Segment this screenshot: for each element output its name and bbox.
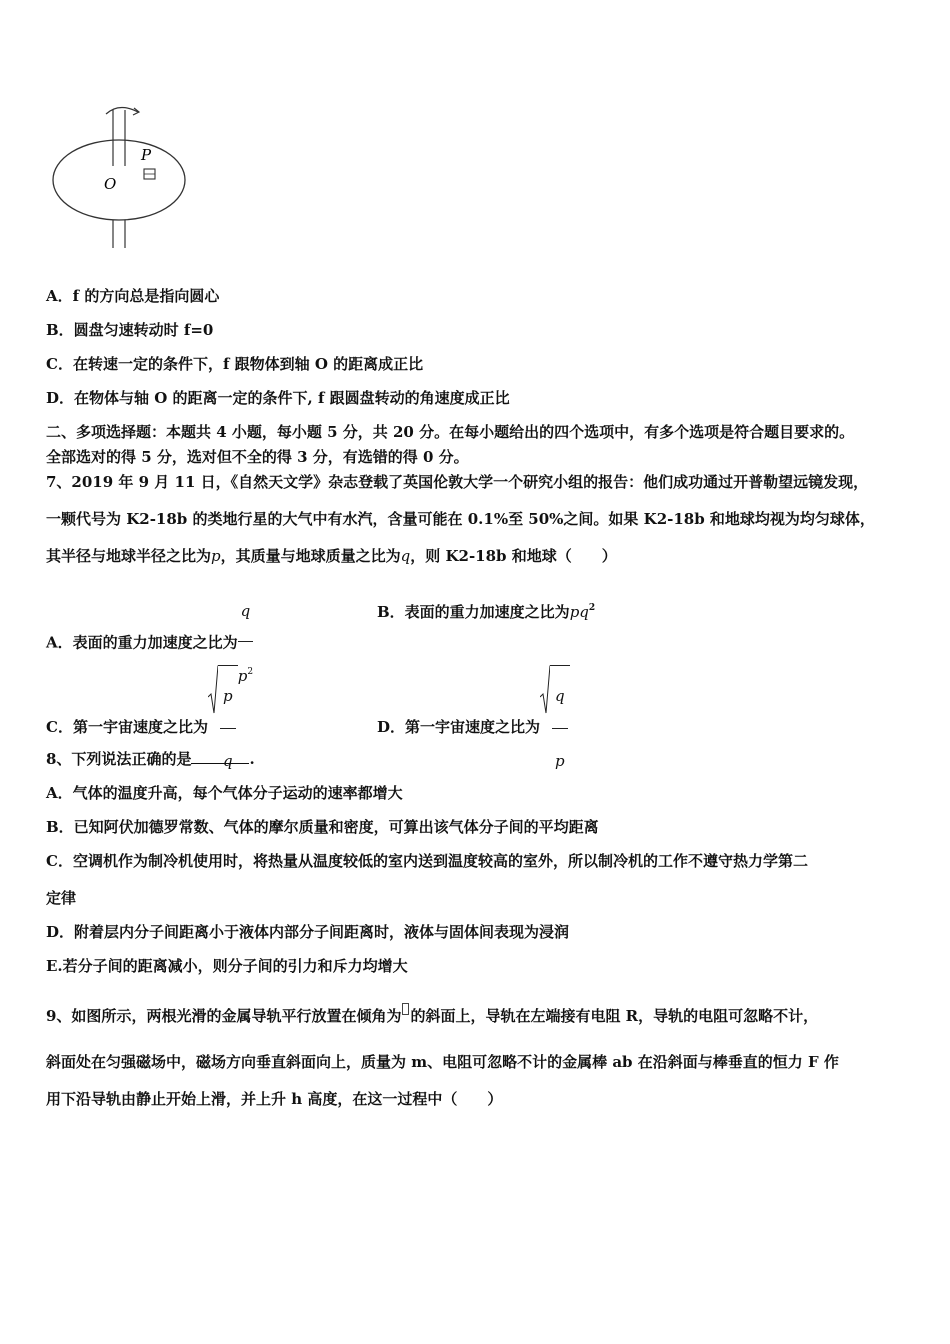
q7-a-numerator: q: [238, 583, 254, 642]
q9-line1: [46, 1003, 818, 1026]
q7-option-c: [46, 665, 238, 791]
q7-a-denominator: p: [237, 667, 248, 685]
q7-a-exponent: 2: [247, 667, 254, 677]
section2-line2: 全部选对的得 5 分，选对但不全的得 3 分，有选错的得 0 分。: [46, 448, 469, 466]
q7-var-p: p: [211, 547, 221, 565]
point-label-p: P: [141, 146, 152, 164]
q8-option-c-line1: C．空调机作为制冷机使用时，将热量从温度较低的室内送到温度较高的室外，所以制冷机的工作不遵守热力学第二: [46, 852, 808, 870]
q7-b-expression: pq: [569, 603, 589, 621]
q9-line2: 斜面处在匀强磁场中，磁场方向垂直斜面向上，质量为 m、电阻可忽略不计的金属棒 ab 在沿斜面与棒垂直的恒力 F 作: [46, 1053, 839, 1071]
q7-b-exponent: 2: [588, 603, 596, 613]
q7-c-numerator: p: [220, 666, 236, 729]
q7-d-numerator: q: [552, 666, 568, 729]
q7-option-a-fraction: [238, 583, 254, 704]
q8-stem-text: 8、下列说法正确的是: [46, 750, 192, 768]
q8-stem: [46, 749, 255, 769]
q8-option-e: E.若分子间的距离减小，则分子间的引力和斥力均增大: [46, 957, 408, 975]
q6-option-c: C．在转速一定的条件下，f 跟物体到轴 O 的距离成正比: [46, 355, 424, 373]
q8-option-b: B．已知阿伏加德罗常数、气体的摩尔质量和密度，可算出该气体分子间的平均距离: [46, 818, 599, 836]
q8-answer-blank: [191, 749, 249, 764]
q8-option-c-line2: 定律: [46, 889, 77, 907]
rotating-disk-figure: [46, 100, 196, 250]
q8-stem-end: .: [249, 750, 255, 768]
q7-line1: 7、2019 年 9 月 11 日，《自然天文学》杂志登载了英国伦敦大学一个研究小组的报告：他们成功通过开普勒望远镜发现，: [46, 473, 869, 491]
q8-option-a: A．气体的温度升高，每个气体分子运动的速率都增大: [46, 784, 403, 802]
q6-option-d: D．在物体与轴 O 的距离一定的条件下, f 跟圆盘转动的角速度成正比: [46, 389, 510, 407]
q7-option-d-label: D．第一宇宙速度之比为: [377, 718, 541, 736]
q9-line3: 用下沿导轨由静止开始上滑，并上升 h 高度，在这一过程中（ ）: [46, 1090, 503, 1108]
q9-line1-part-a: 9、如图所示，两根光滑的金属导轨平行放置在倾角为: [46, 1007, 402, 1025]
q7-line3: [46, 546, 617, 566]
q7-line3-part-b: ，其质量与地球质量之比为: [220, 547, 401, 565]
q7-option-a-label: A．表面的重力加速度之比为: [46, 633, 238, 652]
axis-label-o: O: [104, 175, 117, 193]
q7-line3-part-a: 其半径与地球半径之比为: [46, 547, 212, 565]
q7-line3-part-c: ，则 K2-18b 和地球（ ）: [410, 547, 617, 565]
q7-d-denominator: p: [555, 752, 565, 770]
q7-c-denominator: q: [222, 752, 233, 770]
section2-line1: 二、多项选择题：本题共 4 小题，每小题 5 分，共 20 分。在每小题给出的四个选项中，有多个选项是符合题目要求的。: [46, 423, 855, 441]
q6-option-a: A．f 的方向总是指向圆心: [46, 287, 220, 305]
q7-c-sqrt: [208, 665, 238, 791]
q7-d-sqrt: [540, 665, 570, 791]
sqrt-sign-icon: [540, 665, 550, 715]
angle-placeholder-icon: [402, 1003, 409, 1015]
q7-option-d: [377, 665, 570, 791]
q6-option-b: B．圆盘匀速转动时 f=0: [46, 321, 214, 339]
q7-var-q: q: [400, 547, 411, 565]
q7-line2: 一颗代号为 K2-18b 的类地行星的大气中有水汽，含量可能在 0.1%至 50%之间。如果 K2-18b 和地球均视为均匀球体，: [46, 510, 875, 528]
q7-option-b: [377, 598, 595, 622]
q7-option-c-label: C．第一宇宙速度之比为: [46, 718, 208, 736]
q7-option-b-label: B．表面的重力加速度之比为: [377, 603, 570, 621]
q8-option-d: D．附着层内分子间距离小于液体内部分子间距离时，液体与固体间表现为浸润: [46, 923, 570, 941]
sqrt-sign-icon: [208, 665, 218, 715]
q9-line1-part-b: 的斜面上，导轨在左端接有电阻 R，导轨的电阻可忽略不计，: [410, 1007, 819, 1025]
